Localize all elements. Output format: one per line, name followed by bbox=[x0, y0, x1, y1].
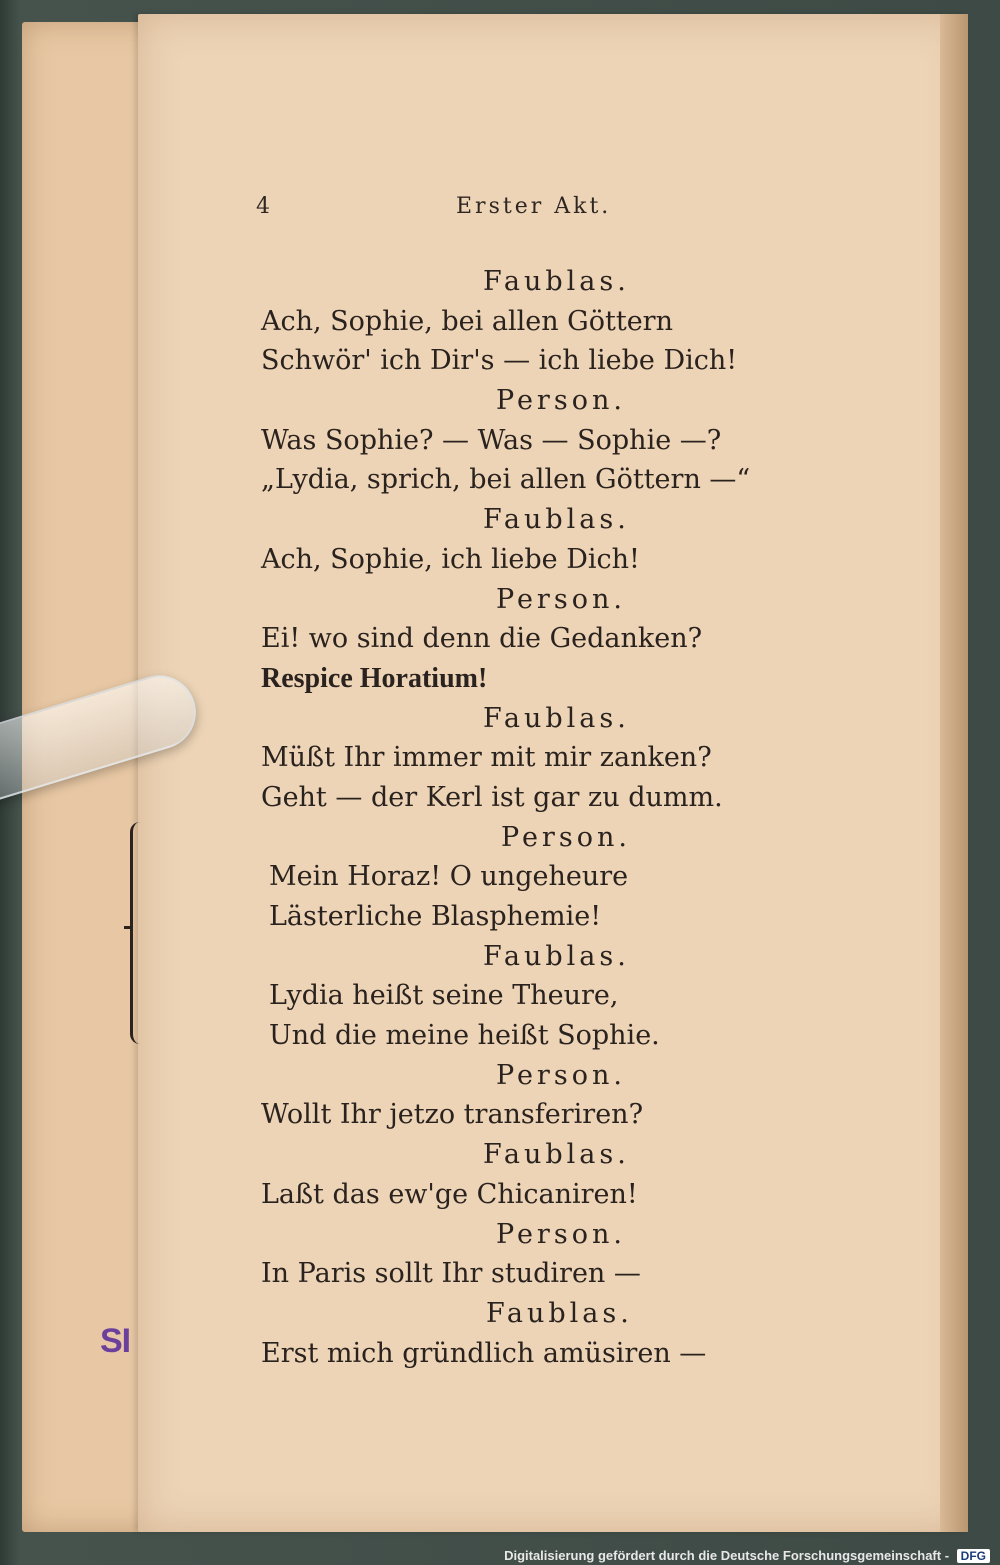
speaker-name: Faublas. bbox=[483, 504, 630, 536]
speaker-name: Person. bbox=[496, 385, 626, 417]
running-title: Erster Akt. bbox=[456, 194, 612, 219]
speaker-name: Faublas. bbox=[483, 1139, 630, 1171]
verse-line: Was Sophie? — Was — Sophie —? bbox=[261, 424, 722, 456]
speaker-name: Faublas. bbox=[483, 266, 630, 297]
verse-line: Mein Horaz! O ungeheure bbox=[269, 861, 629, 893]
page-edge bbox=[940, 14, 968, 1532]
verse-line: Müßt Ihr immer mit mir zanken? bbox=[261, 742, 712, 774]
play-text bbox=[261, 262, 861, 1373]
speaker-name: Faublas. bbox=[483, 940, 630, 972]
speaker-name: Person. bbox=[496, 1218, 626, 1250]
speaker-name: Person. bbox=[496, 1059, 626, 1091]
library-stamp: SI bbox=[100, 1322, 131, 1360]
verse-line: In Paris sollt Ihr studiren — bbox=[261, 1258, 641, 1290]
dfg-logo: DFG bbox=[957, 1549, 990, 1563]
verse-line: Ei! wo sind denn die Gedanken? bbox=[261, 623, 703, 655]
speaker-name: Person. bbox=[501, 821, 631, 853]
speaker-name: Faublas. bbox=[486, 1297, 633, 1329]
dialogue-brace-tip bbox=[124, 926, 132, 929]
footer-credit bbox=[504, 1548, 990, 1563]
verse-line: „Lydia, sprich, bei allen Göttern —“ bbox=[261, 464, 751, 496]
verse-line: Erst mich gründlich amüsiren — bbox=[261, 1337, 707, 1369]
verse-line: Lästerliche Blasphemie! bbox=[269, 901, 602, 932]
book-page bbox=[138, 14, 968, 1532]
verse-line: Ach, Sophie, ich liebe Dich! bbox=[261, 543, 640, 575]
verse-line: Und die meine heißt Sophie. bbox=[269, 1020, 660, 1052]
speaker-name: Person. bbox=[496, 583, 626, 615]
dialogue-brace bbox=[130, 822, 147, 1044]
speaker-name: Faublas. bbox=[483, 702, 630, 734]
verse-line: Laßt das ew'ge Chicaniren! bbox=[261, 1178, 638, 1210]
verse-line: Schwör' ich Dir's — ich liebe Dich! bbox=[261, 345, 738, 377]
verse-line: Wollt Ihr jetzo transferiren? bbox=[261, 1099, 644, 1131]
latin-line: Respice Horatium! bbox=[261, 662, 488, 694]
verse-line: Lydia heißt seine Theure, bbox=[269, 980, 619, 1012]
verse-line: Ach, Sophie, bei allen Göttern bbox=[261, 305, 673, 337]
footer-text: Digitalisierung gefördert durch die Deutsche Forschungsgemeinschaft - bbox=[504, 1548, 950, 1563]
page-number: 4 bbox=[256, 194, 270, 219]
verse-line: Geht — der Kerl ist gar zu dumm. bbox=[261, 781, 723, 813]
